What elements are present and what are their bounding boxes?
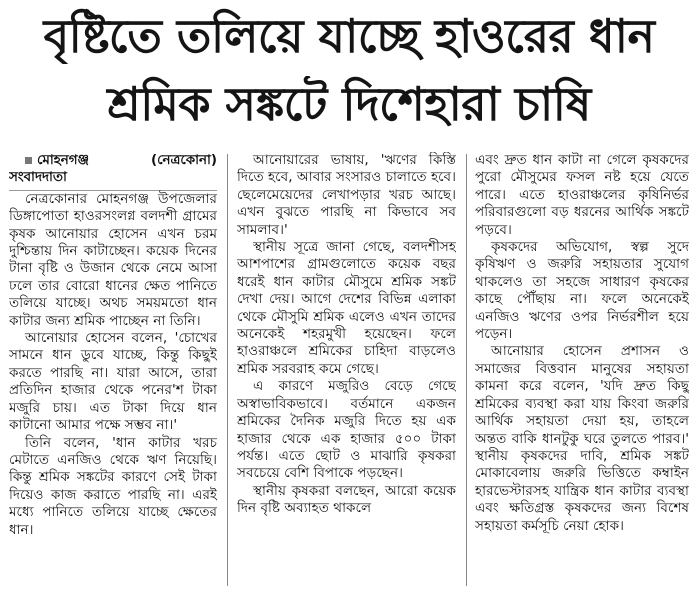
paragraph: আনোয়ার হোসেন প্রশাসন ও সমাজের বিত্তবান মানুষের সহায়তা কামনা করে বলেন, 'যদি দ্রুত কিছু শ্রমিকের ব্যবস্থা করা যায় কিংবা জরুরি আর্থিক সহায়তা দেয়া হয়, তাহলে অন্তত বাকি ধানটুকু ঘরে তুলতে পারব।' স্থানীয় কৃষকদের দাবি, শ্রমিক সঙ্কট মোকাবেলায় জরুরি ভিত্তিতে কম্বাইন হারভেস্টারসহ যান্ত্রিক ধান কাটার ব্যবস্থা এবং ক্ষতিগ্রস্ত কৃষকদের জন্য বিশেষ সহায়তা কর্মসূচি নেয়া হোক। (475, 343, 689, 534)
paragraph: স্থানীয় সূত্রে জানা গেছে, বলদশীসহ আশপাশের গ্রামগুলোতে কয়েক বছর ধরেই ধান কাটার মৌসুমে শ্রমিক সঙ্কট দেখা দেয়। আগে দেশের বিভিন্ন এলাকা থেকে মৌসুমি শ্রমিক এলেও এখন তাদের অনেকেই শহরমুখী হয়েছেন। ফলে হাওরাঞ্চলে শ্রমিকের চাহিদা বাড়লেও শ্রমিক সরবরাহ কমে গেছে। (237, 239, 456, 377)
paragraph: কৃষকদের অভিযোগ, স্বল্প সুদে কৃষিঋণ ও জরুরি সহায়তার সুযোগ থাকলেও তা সহজে সাধারণ কৃষকের কাছে পৌঁছায় না। ফলে অনেকেই এনজিও ঋণের ওপর নির্ভরশীল হয়ে পড়েন। (475, 239, 689, 343)
paragraph: স্থানীয় কৃষকরা বলছেন, আরো কয়েক দিন বৃষ্টি অব্যাহত থাকলে (237, 482, 456, 517)
article-column-1 (9, 152, 217, 588)
paragraph: আনোয়ার হোসেন বলেন, 'চোখের সামনে ধান ডুবে যাচ্ছে, কিন্তু কিছুই করতে পারছি না। যারা আসে, তারা প্রতিদিন হাজার থেকে পনের'শ টাকা মজুরি চায়। এত টাকা দিয়ে ধান কাটানো আমার পক্ষে সম্ভব না।' (9, 330, 217, 434)
article-column-2 (237, 152, 456, 588)
column-divider (227, 154, 228, 586)
paragraph: এবং দ্রুত ধান কাটা না গেলে কৃষকদের পুরো মৌসুমের ফসল নষ্ট হয়ে যেতে পারে। এতে হাওরাঞ্চলের কৃষিনির্ভর পরিবারগুলো বড় ধরনের আর্থিক সঙ্কটে পড়বে। (475, 152, 689, 238)
byline (9, 152, 217, 191)
headline-line-2: শ্রমিক সঙ্কটে দিশেহারা চাষি (107, 77, 591, 131)
column-divider (466, 154, 467, 586)
article-column-3 (475, 152, 689, 588)
paragraph: আনোয়ারের ভাষায়, 'ঋণের কিস্তি দিতে হবে, আবার সংসারও চালাতে হবে। ছেলেমেয়েদের লেখাপড়ার খরচ আছে। এখন বুঝতে পারছি না কিভাবে সব সামলাব।' (237, 152, 456, 238)
bullet-icon (25, 157, 32, 164)
paragraph: নেত্রকোনার মোহনগঞ্জ উপজেলার ডিঙ্গাপোতা হাওরসংলগ্ন বলদশী গ্রামের কৃষক আনোয়ার হোসেন এখন চরম দুশ্চিন্তায় দিন কাটাচ্ছেন। কয়েক দিনের টানা বৃষ্টি ও উজান থেকে নেমে আসা ঢলে তার বোরো ধানের ক্ষেত পানিতে তলিয়ে যাচ্ছে। অথচ সময়মতো ধান কাটার জন্য শ্রমিক পাচ্ছেন না তিনি। (9, 190, 217, 329)
paragraph: তিনি বলেন, 'ধান কাটার খরচ মেটাতে এনজিও থেকে ঋণ নিয়েছি। কিন্তু শ্রমিক সঙ্কটের কারণে সেই টাকা দিয়েও কাজ করাতে পারছি না। এরই মধ্যে পানিতে তলিয়ে যাচ্ছে ক্ষেতের ধান। (9, 434, 217, 538)
headline-line-1: বৃষ্টিতে তলিয়ে যাচ্ছে হাওরের ধান (43, 9, 655, 63)
byline-text: মোহনগঞ্জ (নেত্রকোনা) সংবাদদাতা (9, 153, 217, 186)
paragraph: এ কারণে মজুরিও বেড়ে গেছে অস্বাভাবিকভাবে। বর্তমানে একজন শ্রমিকের দৈনিক মজুরি দিতে হয় এক হাজার থেকে এক হাজার ৫০০ টাকা পর্যন্ত। এতে ছোট ও মাঝারি কৃষকরা সবচেয়ে বেশি বিপাকে পড়ছেন। (237, 378, 456, 482)
